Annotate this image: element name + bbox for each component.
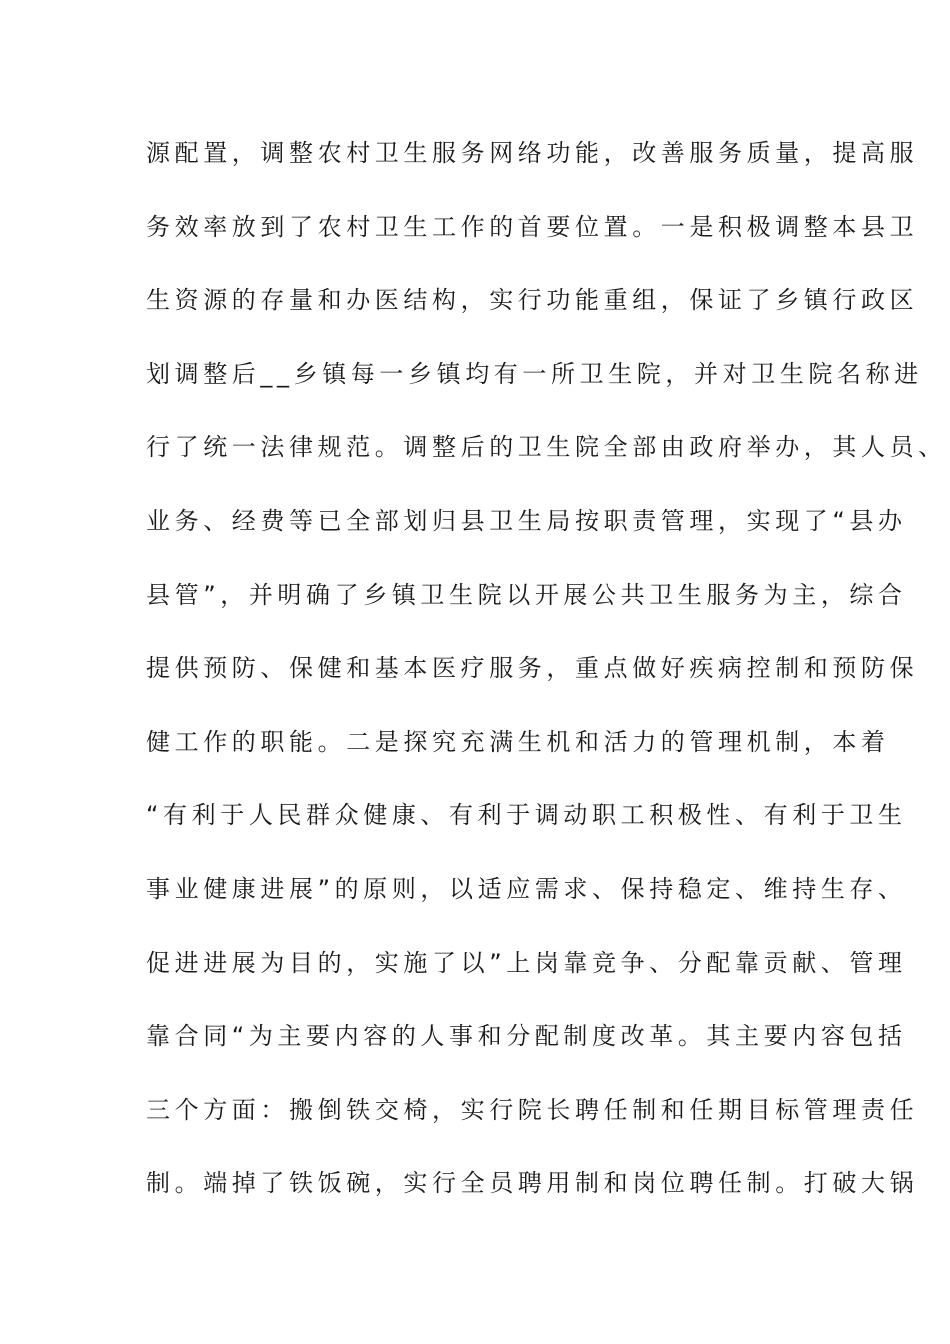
text-line: 划调整后__乡镇每一乡镇均有一所卫生院，并对卫生院名称进 xyxy=(146,359,923,388)
text-line: 务效率放到了农村卫生工作的首要位置。一是积极调整本县卫 xyxy=(146,212,919,241)
text-line: 靠合同“为主要内容的人事和分配制度改革。其主要内容包括 xyxy=(146,1022,907,1051)
text-line: 事业健康进展”的原则，以适应需求、保持稳定、维持生存、 xyxy=(146,874,907,903)
body-paragraph xyxy=(146,131,947,1235)
text-line: 健工作的职能。二是探究充满生机和活力的管理机制，本着 xyxy=(146,727,890,756)
text-line: “有利于人民群众健康、有利于调动职工积极性、有利于卫生 xyxy=(146,801,907,830)
text-line: 行了统一法律规范。调整后的卫生院全部由政府举办，其人员、 xyxy=(146,433,947,462)
text-line: 业务、经费等已全部划归县卫生局按职责管理，实现了“县办 xyxy=(146,506,907,535)
text-line: 源配置，调整农村卫生服务网络功能，改善服务质量，提高服 xyxy=(146,139,919,167)
text-line: 制。端掉了铁饭碗，实行全员聘用制和岗位聘任制。打破大锅 xyxy=(146,1169,919,1198)
text-line: 生资源的存量和办医结构，实行功能重组，保证了乡镇行政区 xyxy=(146,286,919,315)
text-line: 三个方面：搬倒铁交椅，实行院长聘任制和任期目标管理责任 xyxy=(146,1095,919,1124)
text-line: 促进进展为目的，实施了以”上岗靠竞争、分配靠贡献、管理 xyxy=(146,948,907,977)
text-line: 提供预防、保健和基本医疗服务，重点做好疾病控制和预防保 xyxy=(146,654,919,683)
text-line: 县管”，并明确了乡镇卫生院以开展公共卫生服务为主，综合 xyxy=(146,580,907,609)
